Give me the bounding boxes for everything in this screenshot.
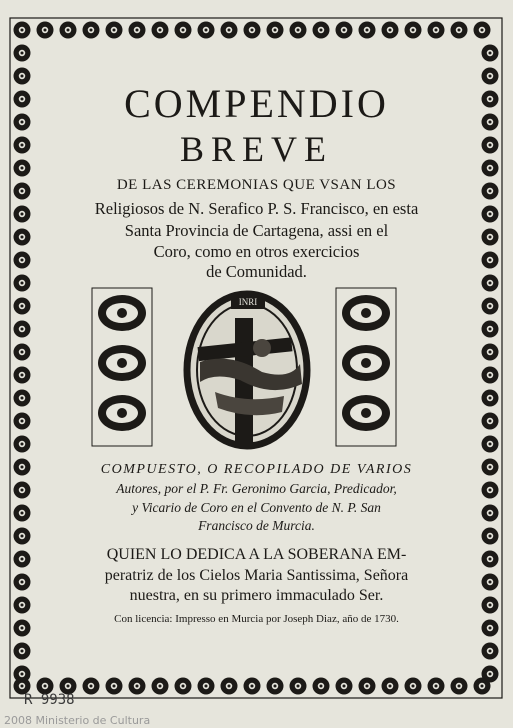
subtitle-line: DE LAS CEREMONIAS QUE VSAN LOS <box>116 177 397 193</box>
author-line: Autores, por el P. Fr. Geronimo Garcia, Predicador, <box>116 481 397 496</box>
author-line: COMPUESTO, O RECOPILADO DE VARIOS <box>100 462 413 477</box>
dedication-line: peratriz de los Cielos Maria Santissima, Señora <box>104 567 409 584</box>
license-line: Con licencia: Impresso en Murcia por Joseph Diaz, año de 1730. <box>114 613 399 625</box>
woodcut-inscription: INRI <box>238 297 258 307</box>
subtitle-line: Coro, como en otros exercicios <box>153 242 360 261</box>
title-line-2: BREVE <box>179 129 333 169</box>
subtitle-line: Religiosos de N. Serafico P. S. Francisco, en esta <box>94 199 419 218</box>
copyright-watermark: 2008 Ministerio de Cultura <box>4 714 151 727</box>
shelfmark: R 9938 <box>24 692 75 708</box>
dedication-line: nuestra, en su primero immaculado Ser. <box>129 587 384 604</box>
author-line: Francisco de Murcia. <box>198 518 315 533</box>
dedication-line: QUIEN LO DEDICA A LA SOBERANA EM- <box>106 546 407 563</box>
subtitle-line: de Comunidad. <box>206 262 307 281</box>
woodcut-inscription-plate <box>231 295 265 309</box>
author-line: y Vicario de Coro en el Convento de N. P. San <box>132 500 381 515</box>
title-line-1: COMPENDIO <box>124 81 389 126</box>
subtitle-line: Santa Provincia de Cartagena, assi en el <box>124 221 389 240</box>
